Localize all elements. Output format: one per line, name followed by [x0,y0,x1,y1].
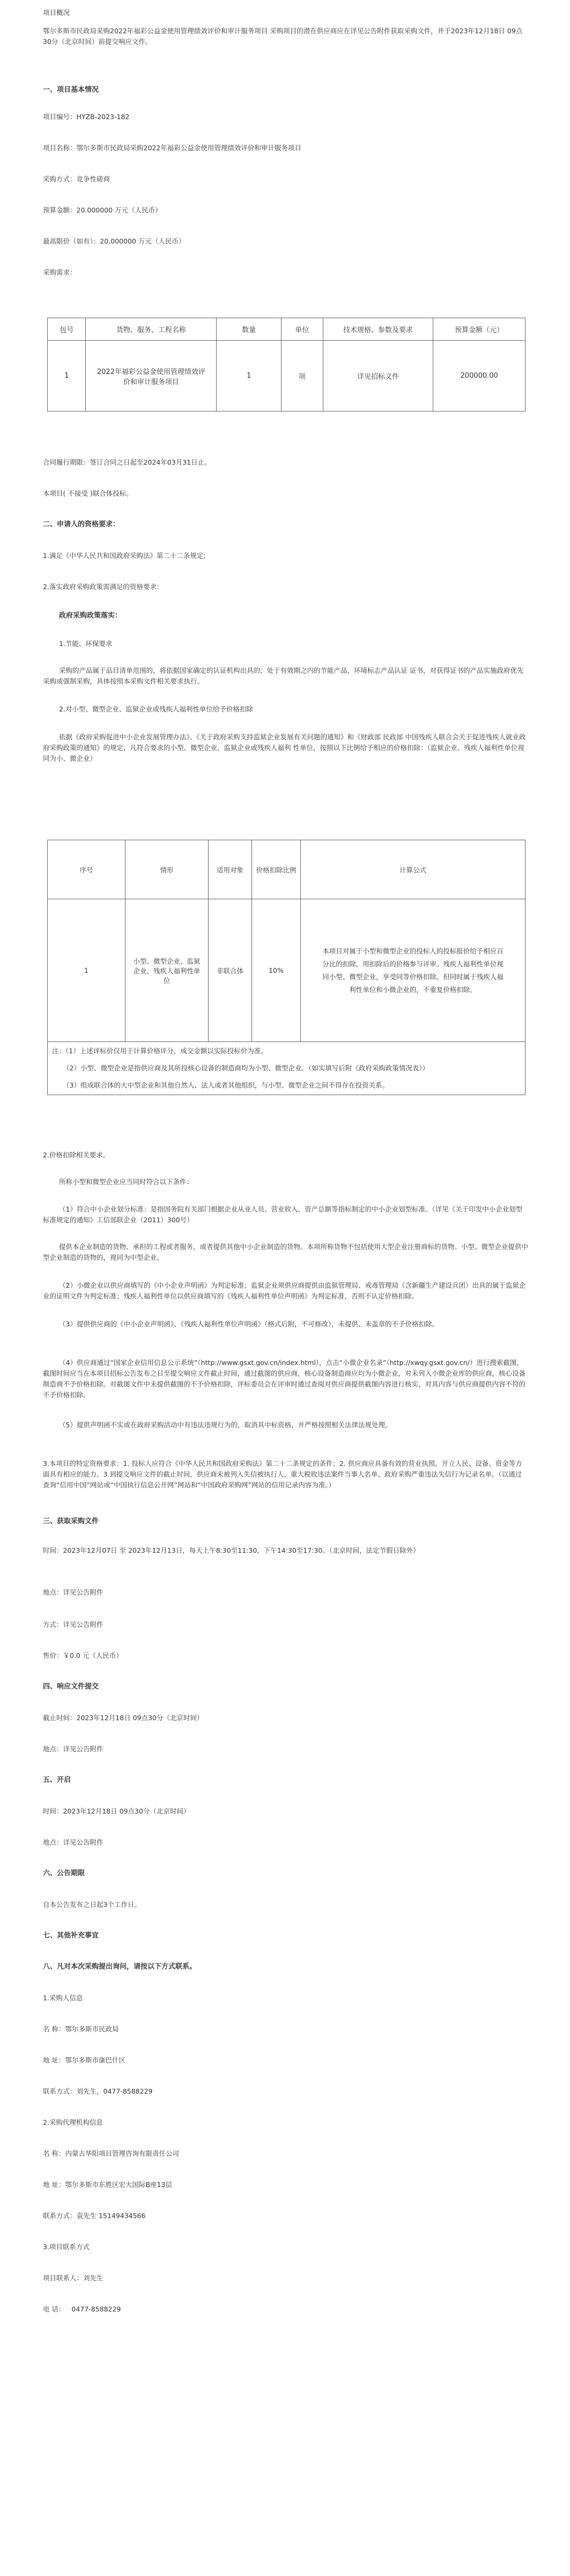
table-cell: 10% [252,899,301,1042]
obtain-time: 时间：2023年12月07日 至 2023年12月13日，每天上午8:30至11:30，下午14:30至17:30。（北京时间，法定节假日除外） [43,1546,420,1554]
table-header: 适用对象 [209,840,252,899]
table-cell: 非联合体 [209,899,252,1042]
note-2: （2）小型、微型企业是指供应商及其所投核心设备的制造商均为小型、微型企业。（如实填写后附《政府采购政策情况表》） [63,1064,429,1072]
overview-text: 鄂尔多斯市民政局采购2022年福彩公益金使用管理绩效评价和审计服务项目 采购项目的潜在供应商应在详见公告附件获取采购文件，并于2023年12月18日 09点30分（北京时间）前提交响应文件。 [43,27,523,46]
table-cell: 本项目对属于小型和微型企业的投标人的投标报价给予相应百分比的扣除，用扣除后的价格参与评审。残疾人福利性单位视同小型、微型企业，享受同等价格扣除。但同时属于残疾人福利性单位和小微企业的，不重复价格扣除。 [301,899,525,1042]
buyer-address: 地 址：鄂尔多斯市康巴什区 [43,2056,125,2064]
table-header: 数量 [217,318,281,341]
sme-title: 2.对小型、微型企业、监狱企业或残疾人福利性单位给予价格扣除 [59,705,253,713]
max-price: 最高限价（如有）：20.000000 万元（人民币） [43,237,186,245]
table-header: 货物、服务、工程名称 [86,318,217,341]
table-header: 计算公式 [301,840,525,899]
table-cell: 1 [48,341,86,412]
note-3: （3）组成联合体的大中型企业和其他自然人、法人或者其他组织，与小型、微型企业之间不得存在投资关系。 [63,1081,389,1089]
table-cell: 项 [281,341,323,412]
overview-label: 项目概况 [43,9,70,17]
table-note-cell [48,1042,525,1095]
table-header: 技术规格、参数及要求 [323,318,433,341]
agent-address: 地 址：鄂尔多斯市东胜区宏大国际B座13层 [43,2181,172,2189]
budget-amount: 预算金额：20.000000 万元（人民币） [43,206,162,214]
project-number: 项目编号：HYZB-2023-182 [43,113,130,121]
table-header: 包号 [48,318,86,341]
price-deduction-table [47,840,525,1095]
sme-text: 依据《政府采购促进中小企业发展管理办法》、《关于政府采购支持监狱企业发展有关问题的通知》和《财政部 民政部 中国残疾人联合会关于促进残疾人就业政府采购政策的通知》的规定，凡符合要求的小型、微型企业、监狱企业或残疾人福利 性单位，按照以下比例给予相应的价格扣除：（监狱企业、残疾人福利性单位视同为小、微企业） [43,733,526,762]
table-cell: 1 [48,899,125,1042]
price-req-5: （4）供应商通过“国家企业信用信息公示系统”（http://www.gsxt.gov.cn/index.html），点击“小微企业名录”（http://xwqy.gsxt.gov.cn/）进行搜索截图，截图时间应当在本项目招标公告发布之日至提交响应文件截止时间，通过截图的供应商，核心设备制造商应均为小微企业，对未列入小微企业库的供应商，核心设备制造商不予价格扣除。对截图文件中未提供截图的不予价格扣除，评标委员会在评审时通过查阅对供应商提供截图内容进行核实，对其内容与供应商提供内容不符的不予价格扣除。 [43,1359,526,1399]
buyer-contact: 联系方式：刘先生，0477-8588229 [43,2087,153,2095]
project-name: 项目名称：鄂尔多斯市民政局采购2022年福彩公益金使用管理绩效评价和审计服务项目 [43,144,301,152]
price-req-title: 2.价格扣除相关要求。 [43,1151,110,1159]
section-1-title: 一、项目基本情况 [43,86,99,94]
table-cell: 小型、微型企业，监狱企业，残疾人福利性单位 [125,899,209,1042]
requirement-2: 2.落实政府采购政策需满足的资格要求： [43,583,164,591]
section-3-title: 三、获取采购文件 [43,1517,99,1525]
submit-place: 地点：详见公告附件 [43,1745,103,1753]
procurement-method: 采购方式：竞争性磋商 [43,175,110,183]
table-header: 预算金额（元） [433,318,525,341]
table-header: 价格扣除比例 [252,840,301,899]
price-req-intro: 所称小型和微型企业应当同时符合以下条件： [59,1178,194,1186]
project-contact-phone: 电 话： 0477-8588229 [43,2305,121,2313]
project-contact-title: 3.项目联系方式 [43,2243,90,2251]
table-cell: 2022年福彩公益金使用管理绩效评价和审计服务项目 [86,341,217,412]
table-header: 情形 [125,840,209,899]
table-cell: 200000.00 [433,341,525,412]
requirements-table [47,318,525,412]
price-req-6: （5）提供声明函不实或在政府采购活动中有违法违规行为的，取消其中标资格，并严格按照相关法律法规处理。 [59,1421,392,1429]
consortium-note: 本项目( 不接受 )联合体投标。 [43,489,133,497]
table-header: 序号 [48,840,125,899]
buyer-name: 名 称：鄂尔多斯市民政局 [43,2025,119,2033]
note-1: 注：（1）上述评标价仅用于计算价格评分，成交金额以实际投标价为准。 [52,1047,268,1055]
table-cell: 详见招标文件 [323,341,433,412]
obtain-place: 地点：详见公告附件 [43,1588,103,1596]
table-cell: 1 [217,341,281,412]
section-6-title: 六、公告期限 [43,1869,85,1877]
section-4-title: 四、响应文件提交 [43,1683,99,1691]
section-2-title: 二、申请人的资格要求： [43,520,120,529]
energy-text: 采购的产品属于品目清单范围的，将依据国家确定的认证机构出具的、处于有效期之内的节能产品、环境标志产品认证 证书，对获得证书的产品实施政府优先采购或强制采购，具体按照本采购文件相关要求执行。 [43,666,524,685]
buyer-title: 1.采购人信息 [43,1994,83,2002]
open-time: 时间：2023年12月18日 09点30分（北京时间） [43,1807,190,1815]
energy-title: 1.节能、环保要求 [59,640,113,648]
obtain-price: 售价：￥0.0 元（人民币） [43,1652,123,1660]
price-req-3: （2）小微企业以供应商填写的《中小企业声明函》为判定标准；监狱企业须供应商提供由监狱管理局、戒毒管理局（含新疆生产建设兵团）出具的属于监狱企业的证明文件为判定标准；残疾人福利性单位以供应商填写的《残疾人福利性单位声明函》为判定标准，否则不认定价格扣除。 [43,1281,526,1300]
requirements-label: 采购需求： [43,268,77,276]
agent-contact: 联系方式：袁先生 15149434566 [43,2212,146,2220]
policy-title: 政府采购政策落实： [59,612,122,620]
price-req-4: （3）提供供应商的《中小企业声明函》、《残疾人福利性单位声明函》（格式后附，不可修改），未提供、未盖章的不予价格扣除。 [59,1320,439,1328]
section-7-title: 七、其他补充事宜 [43,1932,99,1940]
price-req-2: 提供本企业制造的货物、承担的工程或者服务，或者提供其他中小企业制造的货物。本项所称货物不包括使用大型企业注册商标的货物。小型、微型企业提供中型企业制造的货物的，视同为中型企业。 [43,1243,529,1261]
agent-title: 2.采购代理机构信息 [43,2118,103,2126]
obtain-way: 方式：详见公告附件 [43,1620,103,1628]
section-5-title: 五、开启 [43,1776,71,1784]
section-8-title: 八、凡对本次采购提出询问，请按以下方式联系。 [43,1963,197,1971]
price-req-1: （1）符合中小企业划分标准：是指国务院有关部门根据企业从业人员、营业收入、资产总额等指标制定的中小企业划型标准。（详见《关于印发中小企业划型标准规定的通知》工信部联企业（2011）300号） [43,1205,523,1224]
requirement-3: 3.本项目的特定资格要求：1. 投标人应符合《中华人民共和国政府采购法》第二十二条规定的条件；2. 供应商应具备有效的营业执照。开立人民、设备、资金等方面具有相应的能力。3.到提交响应文件的截止时间，供应商未被列入失信被执行人、重大税收违法案件当事人名单、政府采购严重违法失信行为记录名单。（以通过查询“信用中国”网站或“中国执行信息公开网”网站和“中国政府采购网”网站的信用记录内容为准。） [43,1459,522,1489]
contract-period: 合同履行期限：签订合同之日起至2024年03月31日止。 [43,458,211,466]
project-contact-name: 项目联系人：刘先生 [43,2274,103,2282]
notice-period: 自本公告发布之日起3个工作日。 [43,1900,141,1909]
agent-name: 名 称：内蒙古华阳项目管理咨询有限责任公司 [43,2149,179,2157]
submit-deadline: 截止时间：2023年12月18日 09点30分（北京时间） [43,1714,204,1722]
table-header: 单位 [281,318,323,341]
open-place: 地点：详见公告附件 [43,1838,103,1846]
requirement-1: 1.满足《中华人民共和国政府采购法》第二十二条规定; [43,552,206,560]
